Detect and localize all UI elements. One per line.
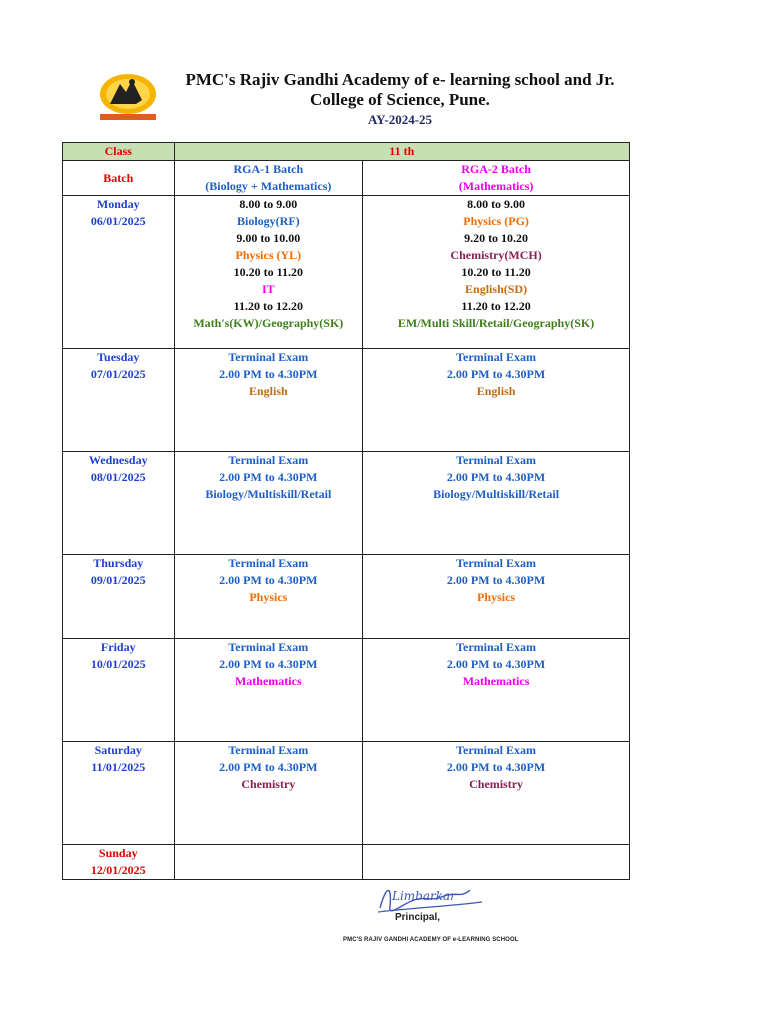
exam-label: Terminal Exam	[228, 640, 309, 654]
school-stamp: PMC'S RAJIV GANDHI ACADEMY OF e-LEARNING SCHOOL	[343, 937, 519, 943]
exam-subject: English	[476, 384, 516, 398]
tuesday-batch2	[363, 349, 630, 452]
exam-time: 2.00 PM to 4.30PM	[446, 573, 546, 587]
thursday-batch1	[174, 555, 363, 639]
batch1-name: RGA-1 Batch	[233, 162, 304, 176]
sunday-batch1	[174, 845, 363, 880]
sunday-row	[63, 845, 630, 880]
exam-label: Terminal Exam	[228, 556, 309, 570]
day-date: 12/01/2025	[90, 863, 146, 877]
exam-subject: Biology/Multiskill/Retail	[205, 487, 332, 501]
title-line-2: College of Science, Pune.	[310, 90, 490, 109]
exam-subject: Mathematics	[234, 674, 302, 688]
academic-year: AY-2024-25	[367, 112, 433, 127]
day-name: Sunday	[98, 846, 138, 860]
wednesday-day-cell	[63, 452, 175, 555]
exam-subject: English	[248, 384, 288, 398]
saturday-row	[63, 742, 630, 845]
saturday-day-cell	[63, 742, 175, 845]
exam-subject: Chemistry	[241, 777, 296, 791]
sunday-day-cell	[63, 845, 175, 880]
exam-label: Terminal Exam	[228, 453, 309, 467]
friday-row	[63, 639, 630, 742]
exam-subject: Chemistry	[469, 777, 524, 791]
exam-label: Terminal Exam	[456, 556, 537, 570]
exam-label: Terminal Exam	[456, 743, 537, 757]
day-name: Friday	[100, 640, 136, 654]
batch-row	[63, 161, 630, 196]
subject: EM/Multi Skill/Retail/Geography(SK)	[397, 316, 595, 330]
exam-label: Terminal Exam	[456, 640, 537, 654]
day-date: 07/01/2025	[90, 367, 146, 381]
friday-batch1	[174, 639, 363, 742]
day-date: 06/01/2025	[90, 214, 146, 228]
monday-batch2	[363, 196, 630, 349]
exam-subject: Biology/Multiskill/Retail	[433, 487, 560, 501]
thursday-row	[63, 555, 630, 639]
day-name: Monday	[96, 197, 140, 211]
exam-label: Terminal Exam	[456, 453, 537, 467]
time-slot: 8.00 to 9.00	[239, 197, 298, 211]
exam-time: 2.00 PM to 4.30PM	[446, 760, 546, 774]
thursday-day-cell	[63, 555, 175, 639]
exam-subject: Mathematics	[462, 674, 530, 688]
school-logo	[96, 70, 160, 122]
exam-time: 2.00 PM to 4.30PM	[446, 657, 546, 671]
exam-time: 2.00 PM to 4.30PM	[219, 367, 318, 381]
thursday-batch2	[363, 555, 630, 639]
exam-time: 2.00 PM to 4.30PM	[219, 573, 318, 587]
saturday-batch2	[363, 742, 630, 845]
day-name: Saturday	[94, 743, 142, 757]
time-slot: 8.00 to 9.00	[467, 197, 526, 211]
time-slot: 11.20 to 12.20	[233, 299, 303, 313]
day-name: Wednesday	[88, 453, 148, 467]
subject: Physics (PG)	[463, 214, 529, 228]
exam-time: 2.00 PM to 4.30PM	[446, 470, 546, 484]
batch1-header	[174, 161, 363, 196]
principal-signature	[362, 876, 502, 936]
day-date: 08/01/2025	[90, 470, 146, 484]
subject: English(SD)	[465, 282, 528, 296]
day-name: Tuesday	[97, 350, 140, 364]
day-name: Thursday	[93, 556, 144, 570]
batch1-subjects: (Biology + Mathematics)	[205, 179, 332, 193]
monday-row	[63, 196, 630, 349]
monday-batch1	[174, 196, 363, 349]
tuesday-day-cell	[63, 349, 175, 452]
exam-time: 2.00 PM to 4.30PM	[219, 657, 318, 671]
exam-label: Terminal Exam	[456, 350, 537, 364]
day-date: 09/01/2025	[90, 573, 146, 587]
time-slot: 10.20 to 11.20	[233, 265, 303, 279]
class-row	[63, 143, 630, 161]
day-date: 11/01/2025	[91, 760, 146, 774]
exam-time: 2.00 PM to 4.30PM	[446, 367, 546, 381]
day-date: 10/01/2025	[90, 657, 146, 671]
wednesday-batch1	[174, 452, 363, 555]
time-slot: 9.20 to 10.20	[464, 231, 529, 245]
sunday-batch2	[363, 845, 630, 880]
timetable	[62, 142, 630, 880]
principal-role: Principal,	[395, 912, 441, 923]
batch2-header	[363, 161, 630, 196]
exam-subject: Physics	[249, 590, 288, 604]
title-line-1: PMC's Rajiv Gandhi Academy of e- learning school and Jr.	[185, 70, 615, 89]
page-title	[170, 70, 630, 110]
time-slot: 11.20 to 12.20	[461, 299, 531, 313]
exam-time: 2.00 PM to 4.30PM	[219, 470, 318, 484]
batch2-name: RGA-2 Batch	[461, 162, 531, 176]
subject: Biology(RF)	[236, 214, 300, 228]
subject: Math's(KW)/Geography(SK)	[193, 316, 344, 330]
exam-label: Terminal Exam	[228, 743, 309, 757]
batch-label: Batch	[63, 161, 175, 196]
tuesday-batch1	[174, 349, 363, 452]
exam-subject: Physics	[477, 590, 516, 604]
tuesday-row	[63, 349, 630, 452]
subject: Chemistry(MCH)	[450, 248, 542, 262]
saturday-batch1	[174, 742, 363, 845]
batch2-subjects: (Mathematics)	[458, 179, 534, 193]
friday-day-cell	[63, 639, 175, 742]
exam-time: 2.00 PM to 4.30PM	[219, 760, 318, 774]
time-slot: 10.20 to 11.20	[461, 265, 531, 279]
friday-batch2	[363, 639, 630, 742]
exam-label: Terminal Exam	[228, 350, 309, 364]
wednesday-row	[63, 452, 630, 555]
time-slot: 9.00 to 10.00	[236, 231, 301, 245]
monday-day-cell	[63, 196, 175, 349]
signature-text: Limbarkar	[392, 889, 456, 903]
class-label: Class	[63, 143, 175, 161]
class-value: 11 th	[174, 143, 630, 161]
subject: IT	[261, 282, 275, 296]
wednesday-batch2	[363, 452, 630, 555]
subject: Physics (YL)	[235, 248, 302, 262]
